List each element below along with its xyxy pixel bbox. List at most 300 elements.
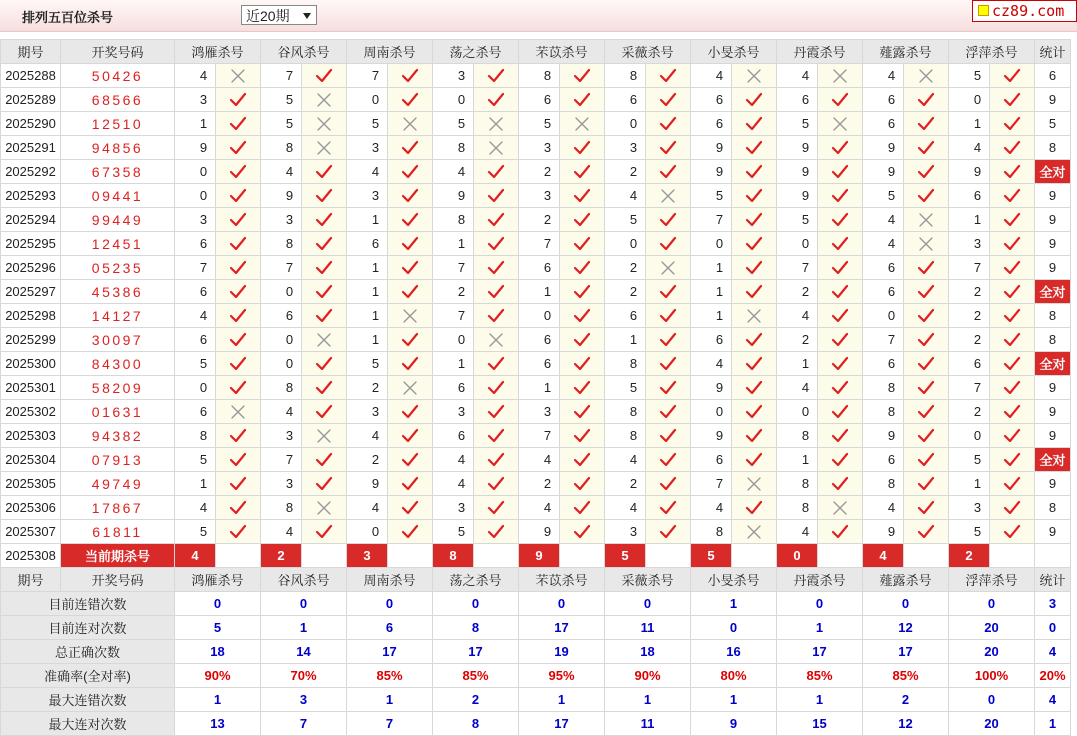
- check-icon: [659, 428, 677, 444]
- result-mark-cell: [302, 232, 347, 256]
- check-icon: [229, 188, 247, 204]
- draw-number-cell: 09441: [61, 184, 175, 208]
- check-icon: [659, 524, 677, 540]
- result-mark-cell: [990, 112, 1035, 136]
- result-mark-cell: [646, 280, 691, 304]
- kill-number-cell: 1: [949, 112, 990, 136]
- result-mark-cell: [560, 208, 605, 232]
- kill-number-cell: 4: [691, 496, 732, 520]
- result-mark-cell: [646, 424, 691, 448]
- result-mark-cell: [388, 88, 433, 112]
- kill-number-cell: 9: [175, 136, 216, 160]
- kill-number-cell: 6: [863, 112, 904, 136]
- check-icon: [573, 524, 591, 540]
- kill-number-cell: 9: [691, 424, 732, 448]
- table-row: [1, 304, 1071, 328]
- result-mark-cell: [732, 208, 777, 232]
- check-icon: [1003, 188, 1021, 204]
- check-icon: [745, 116, 763, 132]
- kill-number-cell: 4: [691, 64, 732, 88]
- summary-total: 20%: [1035, 664, 1071, 688]
- result-mark-cell: [388, 64, 433, 88]
- cross-icon: [229, 68, 247, 84]
- check-icon: [315, 308, 333, 324]
- result-mark-cell: [302, 400, 347, 424]
- kill-number-cell: 8: [175, 424, 216, 448]
- check-icon: [229, 164, 247, 180]
- draw-number-cell: 45386: [61, 280, 175, 304]
- result-mark-cell: [560, 64, 605, 88]
- cross-icon: [745, 308, 763, 324]
- check-icon: [659, 476, 677, 492]
- kill-number-cell: 9: [519, 520, 560, 544]
- kill-number-cell: 8: [261, 496, 302, 520]
- kill-number-cell: 2: [949, 328, 990, 352]
- kill-number-cell: 3: [433, 496, 474, 520]
- kill-number-cell: 9: [863, 160, 904, 184]
- kill-number-cell: 9: [691, 376, 732, 400]
- result-mark-cell: [904, 496, 949, 520]
- result-mark-cell: [216, 352, 261, 376]
- kill-number-cell: 6: [863, 280, 904, 304]
- kill-number-cell: 4: [605, 496, 646, 520]
- current-kill-blank: [818, 544, 863, 568]
- cross-icon: [487, 140, 505, 156]
- check-icon: [487, 524, 505, 540]
- period-cell: 2025298: [1, 304, 61, 328]
- kill-number-cell: 3: [519, 184, 560, 208]
- check-icon: [659, 140, 677, 156]
- check-icon: [745, 188, 763, 204]
- check-icon: [315, 236, 333, 252]
- check-icon: [659, 356, 677, 372]
- draw-number-cell: 30097: [61, 328, 175, 352]
- kill-number-cell: 6: [605, 304, 646, 328]
- check-icon: [745, 404, 763, 420]
- draw-number-cell: 12510: [61, 112, 175, 136]
- table-row: [1, 184, 1071, 208]
- period-cell: 2025290: [1, 112, 61, 136]
- check-icon: [659, 284, 677, 300]
- result-mark-cell: [818, 88, 863, 112]
- kill-number-cell: 4: [175, 496, 216, 520]
- check-icon: [1003, 308, 1021, 324]
- kill-number-cell: 6: [433, 376, 474, 400]
- cross-icon: [401, 380, 419, 396]
- check-icon: [401, 68, 419, 84]
- draw-number-cell: 84300: [61, 352, 175, 376]
- result-mark-cell: [732, 232, 777, 256]
- check-icon: [659, 500, 677, 516]
- draw-number-cell: 12451: [61, 232, 175, 256]
- result-mark-cell: [560, 376, 605, 400]
- kill-number-cell: 0: [949, 424, 990, 448]
- cross-icon: [315, 428, 333, 444]
- kill-number-cell: 3: [175, 208, 216, 232]
- column-header-predictor: 薤露杀号: [863, 40, 949, 64]
- cross-icon: [315, 332, 333, 348]
- check-icon: [745, 140, 763, 156]
- kill-number-cell: 2: [347, 448, 388, 472]
- result-mark-cell: [818, 328, 863, 352]
- result-mark-cell: [560, 352, 605, 376]
- summary-value: 8: [433, 712, 519, 736]
- check-icon: [401, 164, 419, 180]
- kill-number-cell: 4: [347, 424, 388, 448]
- summary-value: 70%: [261, 664, 347, 688]
- check-icon: [573, 356, 591, 372]
- result-mark-cell: [474, 88, 519, 112]
- draw-number-cell: 61811: [61, 520, 175, 544]
- cross-icon: [917, 212, 935, 228]
- kill-number-cell: 4: [433, 472, 474, 496]
- cross-icon: [315, 500, 333, 516]
- result-mark-cell: [302, 64, 347, 88]
- check-icon: [487, 68, 505, 84]
- check-icon: [229, 140, 247, 156]
- column-header-period: 期号: [1, 40, 61, 64]
- summary-value: 0: [691, 616, 777, 640]
- summary-value: 11: [605, 712, 691, 736]
- current-kill-number: 2: [261, 544, 302, 568]
- result-mark-cell: [646, 136, 691, 160]
- result-mark-cell: [904, 112, 949, 136]
- current-kill-blank: [646, 544, 691, 568]
- summary-value: 8: [433, 616, 519, 640]
- check-icon: [229, 260, 247, 276]
- result-mark-cell: [474, 376, 519, 400]
- stat-cell: 9: [1035, 256, 1071, 280]
- kill-number-cell: 7: [949, 376, 990, 400]
- check-icon: [487, 164, 505, 180]
- column-header-predictor: 小旻杀号: [691, 40, 777, 64]
- check-icon: [573, 500, 591, 516]
- kill-number-cell: 0: [433, 328, 474, 352]
- result-mark-cell: [216, 256, 261, 280]
- result-mark-cell: [302, 160, 347, 184]
- kill-number-cell: 9: [863, 520, 904, 544]
- check-icon: [831, 524, 849, 540]
- result-mark-cell: [904, 328, 949, 352]
- stat-cell: 9: [1035, 424, 1071, 448]
- check-icon: [229, 284, 247, 300]
- kill-number-cell: 5: [261, 112, 302, 136]
- check-icon: [831, 428, 849, 444]
- kill-number-cell: 0: [175, 376, 216, 400]
- kill-number-cell: 8: [433, 208, 474, 232]
- check-icon: [229, 500, 247, 516]
- result-mark-cell: [818, 304, 863, 328]
- check-icon: [487, 188, 505, 204]
- draw-number-cell: 67358: [61, 160, 175, 184]
- summary-value: 15: [777, 712, 863, 736]
- check-icon: [1003, 164, 1021, 180]
- kill-number-cell: 9: [949, 160, 990, 184]
- kill-number-cell: 8: [605, 64, 646, 88]
- result-mark-cell: [990, 184, 1035, 208]
- result-mark-cell: [990, 496, 1035, 520]
- check-icon: [401, 524, 419, 540]
- result-mark-cell: [474, 64, 519, 88]
- table-row: [1, 328, 1071, 352]
- kill-number-cell: 0: [175, 184, 216, 208]
- result-mark-cell: [818, 376, 863, 400]
- result-mark-cell: [646, 400, 691, 424]
- table-row: [1, 448, 1071, 472]
- kill-number-cell: 7: [949, 256, 990, 280]
- kill-number-cell: 6: [777, 88, 818, 112]
- kill-number-cell: 9: [863, 136, 904, 160]
- result-mark-cell: [474, 136, 519, 160]
- check-icon: [229, 452, 247, 468]
- result-mark-cell: [302, 304, 347, 328]
- table-row: [1, 472, 1071, 496]
- result-mark-cell: [388, 160, 433, 184]
- result-mark-cell: [388, 232, 433, 256]
- check-icon: [917, 92, 935, 108]
- kill-number-cell: 3: [261, 424, 302, 448]
- column-header-predictor: 荡之杀号: [433, 568, 519, 592]
- stat-cell: 8: [1035, 496, 1071, 520]
- kill-number-cell: 7: [261, 64, 302, 88]
- kill-number-cell: 4: [863, 64, 904, 88]
- check-icon: [229, 380, 247, 396]
- summary-value: 80%: [691, 664, 777, 688]
- summary-total: 4: [1035, 688, 1071, 712]
- result-mark-cell: [474, 160, 519, 184]
- kill-number-cell: 3: [261, 208, 302, 232]
- result-mark-cell: [646, 328, 691, 352]
- check-icon: [659, 92, 677, 108]
- period-cell: 2025293: [1, 184, 61, 208]
- check-icon: [1003, 476, 1021, 492]
- summary-row: [1, 688, 1071, 712]
- table-row: [1, 424, 1071, 448]
- column-header-predictor: 薤露杀号: [863, 568, 949, 592]
- check-icon: [831, 356, 849, 372]
- check-icon: [401, 212, 419, 228]
- cross-icon: [659, 188, 677, 204]
- current-kill-blank: [732, 544, 777, 568]
- result-mark-cell: [732, 496, 777, 520]
- kill-number-cell: 4: [433, 160, 474, 184]
- summary-row: [1, 616, 1071, 640]
- summary-value: 1: [777, 616, 863, 640]
- column-header-draw: 开奖号码: [61, 40, 175, 64]
- summary-value: 17: [433, 640, 519, 664]
- result-mark-cell: [388, 304, 433, 328]
- result-mark-cell: [732, 280, 777, 304]
- draw-number-cell: 68566: [61, 88, 175, 112]
- check-icon: [745, 332, 763, 348]
- result-mark-cell: [904, 304, 949, 328]
- kill-number-cell: 5: [691, 184, 732, 208]
- kill-number-cell: 4: [347, 496, 388, 520]
- kill-number-cell: 1: [777, 448, 818, 472]
- check-icon: [229, 356, 247, 372]
- current-kill-number: 0: [777, 544, 818, 568]
- kill-number-cell: 9: [777, 160, 818, 184]
- check-icon: [315, 164, 333, 180]
- kill-number-cell: 3: [175, 88, 216, 112]
- summary-total: 1: [1035, 712, 1071, 736]
- result-mark-cell: [474, 280, 519, 304]
- result-mark-cell: [732, 328, 777, 352]
- check-icon: [1003, 332, 1021, 348]
- stat-cell: 9: [1035, 400, 1071, 424]
- summary-value: 0: [519, 592, 605, 616]
- check-icon: [1003, 380, 1021, 396]
- result-mark-cell: [646, 184, 691, 208]
- kill-number-cell: 7: [347, 64, 388, 88]
- check-icon: [573, 284, 591, 300]
- check-icon: [917, 380, 935, 396]
- check-icon: [401, 476, 419, 492]
- kill-number-cell: 1: [949, 208, 990, 232]
- column-header-predictor: 荡之杀号: [433, 40, 519, 64]
- kill-number-cell: 8: [863, 400, 904, 424]
- kill-number-cell: 6: [519, 328, 560, 352]
- summary-value: 2: [433, 688, 519, 712]
- top-bar: [0, 0, 1077, 32]
- check-icon: [917, 428, 935, 444]
- cross-icon: [487, 332, 505, 348]
- check-icon: [917, 332, 935, 348]
- kill-number-cell: 4: [261, 520, 302, 544]
- check-icon: [1003, 404, 1021, 420]
- check-icon: [315, 380, 333, 396]
- cross-icon: [573, 116, 591, 132]
- stat-cell: 9: [1035, 472, 1071, 496]
- check-icon: [831, 284, 849, 300]
- result-mark-cell: [216, 472, 261, 496]
- result-mark-cell: [560, 448, 605, 472]
- check-icon: [745, 92, 763, 108]
- kill-number-cell: 2: [605, 280, 646, 304]
- check-icon: [1003, 260, 1021, 276]
- result-mark-cell: [474, 424, 519, 448]
- check-icon: [1003, 428, 1021, 444]
- kill-number-cell: 9: [261, 184, 302, 208]
- check-icon: [573, 140, 591, 156]
- kill-number-cell: 4: [175, 64, 216, 88]
- column-header-predictor: 采薇杀号: [605, 40, 691, 64]
- check-icon: [1003, 524, 1021, 540]
- check-icon: [229, 236, 247, 252]
- cross-icon: [487, 116, 505, 132]
- kill-number-cell: 6: [519, 352, 560, 376]
- check-icon: [917, 260, 935, 276]
- check-icon: [917, 452, 935, 468]
- kill-number-cell: 7: [519, 232, 560, 256]
- kill-number-cell: 9: [777, 136, 818, 160]
- summary-label: 目前连错次数: [1, 592, 175, 616]
- result-mark-cell: [646, 520, 691, 544]
- kill-number-cell: 2: [605, 472, 646, 496]
- summary-value: 14: [261, 640, 347, 664]
- result-mark-cell: [474, 520, 519, 544]
- kill-number-cell: 4: [261, 400, 302, 424]
- check-icon: [487, 404, 505, 420]
- result-mark-cell: [560, 304, 605, 328]
- current-kill-blank: [904, 544, 949, 568]
- site-logo[interactable]: [972, 0, 1077, 22]
- check-icon: [745, 260, 763, 276]
- column-header-predictor: 谷风杀号: [261, 40, 347, 64]
- check-icon: [831, 308, 849, 324]
- summary-value: 20: [949, 616, 1035, 640]
- stat-cell: 9: [1035, 184, 1071, 208]
- kill-number-cell: 4: [949, 136, 990, 160]
- kill-number-cell: 9: [777, 184, 818, 208]
- check-icon: [917, 404, 935, 420]
- stat-cell: 9: [1035, 376, 1071, 400]
- kill-number-cell: 6: [691, 112, 732, 136]
- period-range-select[interactable]: [241, 5, 317, 25]
- summary-value: 17: [777, 640, 863, 664]
- check-icon: [831, 332, 849, 348]
- result-mark-cell: [904, 160, 949, 184]
- result-mark-cell: [302, 208, 347, 232]
- result-mark-cell: [646, 472, 691, 496]
- kill-number-cell: 0: [691, 232, 732, 256]
- result-mark-cell: [302, 112, 347, 136]
- current-kill-blank: [216, 544, 261, 568]
- kill-number-cell: 6: [863, 256, 904, 280]
- result-mark-cell: [302, 520, 347, 544]
- kill-number-cell: 1: [433, 352, 474, 376]
- kill-number-cell: 2: [605, 256, 646, 280]
- check-icon: [573, 260, 591, 276]
- summary-value: 7: [261, 712, 347, 736]
- kill-number-cell: 4: [863, 232, 904, 256]
- check-icon: [831, 188, 849, 204]
- check-icon: [831, 380, 849, 396]
- kill-number-cell: 5: [605, 376, 646, 400]
- kill-number-cell: 9: [691, 160, 732, 184]
- result-mark-cell: [904, 400, 949, 424]
- check-icon: [831, 164, 849, 180]
- current-kill-number: 8: [433, 544, 474, 568]
- kill-number-cell: 1: [691, 280, 732, 304]
- period-cell: 2025294: [1, 208, 61, 232]
- summary-value: 17: [347, 640, 433, 664]
- check-icon: [573, 236, 591, 252]
- summary-value: 18: [605, 640, 691, 664]
- result-mark-cell: [560, 160, 605, 184]
- result-mark-cell: [302, 184, 347, 208]
- current-kill-number: 5: [691, 544, 732, 568]
- check-icon: [573, 452, 591, 468]
- period-cell: 2025292: [1, 160, 61, 184]
- check-icon: [487, 284, 505, 300]
- check-icon: [487, 92, 505, 108]
- result-mark-cell: [732, 256, 777, 280]
- chevron-down-icon: [303, 13, 311, 19]
- result-mark-cell: [904, 424, 949, 448]
- check-icon: [1003, 68, 1021, 84]
- check-icon: [1003, 356, 1021, 372]
- check-icon: [229, 308, 247, 324]
- table-row: [1, 160, 1071, 184]
- check-icon: [917, 284, 935, 300]
- result-mark-cell: [646, 208, 691, 232]
- result-mark-cell: [474, 472, 519, 496]
- kill-number-cell: 8: [605, 400, 646, 424]
- summary-value: 1: [691, 688, 777, 712]
- kill-number-cell: 0: [949, 88, 990, 112]
- kill-number-cell: 5: [433, 112, 474, 136]
